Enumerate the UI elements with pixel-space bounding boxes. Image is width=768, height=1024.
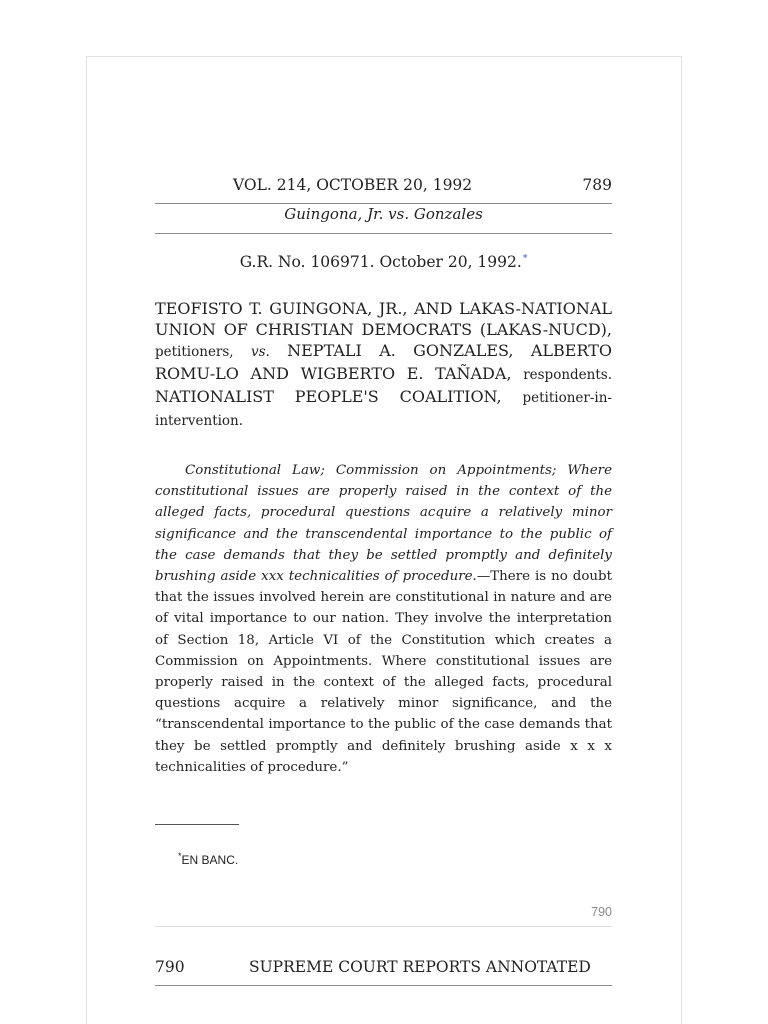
respondents-label: respondents.	[523, 367, 612, 383]
volume-line: VOL. 214, OCTOBER 20, 1992	[233, 176, 473, 194]
next-header-rule	[155, 985, 612, 986]
next-page-number: 790	[155, 958, 185, 976]
footnote-link[interactable]: *	[522, 253, 528, 264]
intervenor-label: petitioner-in-intervention.	[155, 390, 612, 429]
footnote-marker: *	[178, 851, 182, 861]
footnote-text: EN BANC.	[181, 853, 239, 867]
respondents-names: NEPTALI A. GONZALES, ALBERTO ROMU-LO AND WIGBERTO E. TAÑADA,	[155, 341, 612, 383]
header-page-number: 789	[582, 176, 612, 194]
syllabus-body: —There is no doubt that the issues involved herein are constitutional in nature and are of vital importance to our nation. They involve the interpretation of Section 18, Article VI of the Constitution which creates a Commission on Appointments. Where constitutional issues are properly raised in the context of the alleged facts, procedural questions acquire a relatively minor significance, and the “transcendental importance to the public of the case demands that they be settled promptly and definitely brushing aside x x x technicalities of procedure.”	[155, 569, 612, 775]
versus-label: vs.	[250, 344, 270, 360]
intervenor-name: NATIONALIST PEOPLE'S COALITION,	[155, 387, 502, 406]
gr-number: G.R. No. 106971. October 20, 1992.	[239, 253, 522, 271]
gr-number-line	[155, 253, 612, 271]
page-separator	[155, 926, 612, 927]
header-rule-bottom	[155, 233, 612, 234]
case-parties	[155, 298, 612, 432]
page-number: 790	[591, 905, 612, 919]
syllabus-paragraph	[155, 460, 612, 778]
running-header	[155, 176, 612, 198]
footnote	[178, 851, 238, 867]
syllabus-headnote: Constitutional Law; Commission on Appointments; Where constitutional issues are properly raised in the context of the alleged facts, procedural questions acquire a relatively minor significance and the transcendental importance to the public of the case demands that they be settled promptly and definitely brushing aside xxx technicalities of procedure.	[155, 463, 612, 585]
case-short-title: Guingona, Jr. vs. Gonzales	[284, 205, 483, 223]
footnote-rule	[155, 824, 239, 825]
header-rule-top	[155, 203, 612, 204]
petitioners-names: TEOFISTO T. GUINGONA, JR., AND LAKAS-NATIONAL UNION OF CHRISTIAN DEMOCRATS (LAKAS-NUCD),	[155, 299, 612, 339]
syllabus	[155, 460, 612, 778]
next-page-header	[155, 958, 612, 980]
petitioners-label: petitioners,	[155, 344, 234, 360]
reporter-title: SUPREME COURT REPORTS ANNOTATED	[249, 958, 591, 976]
